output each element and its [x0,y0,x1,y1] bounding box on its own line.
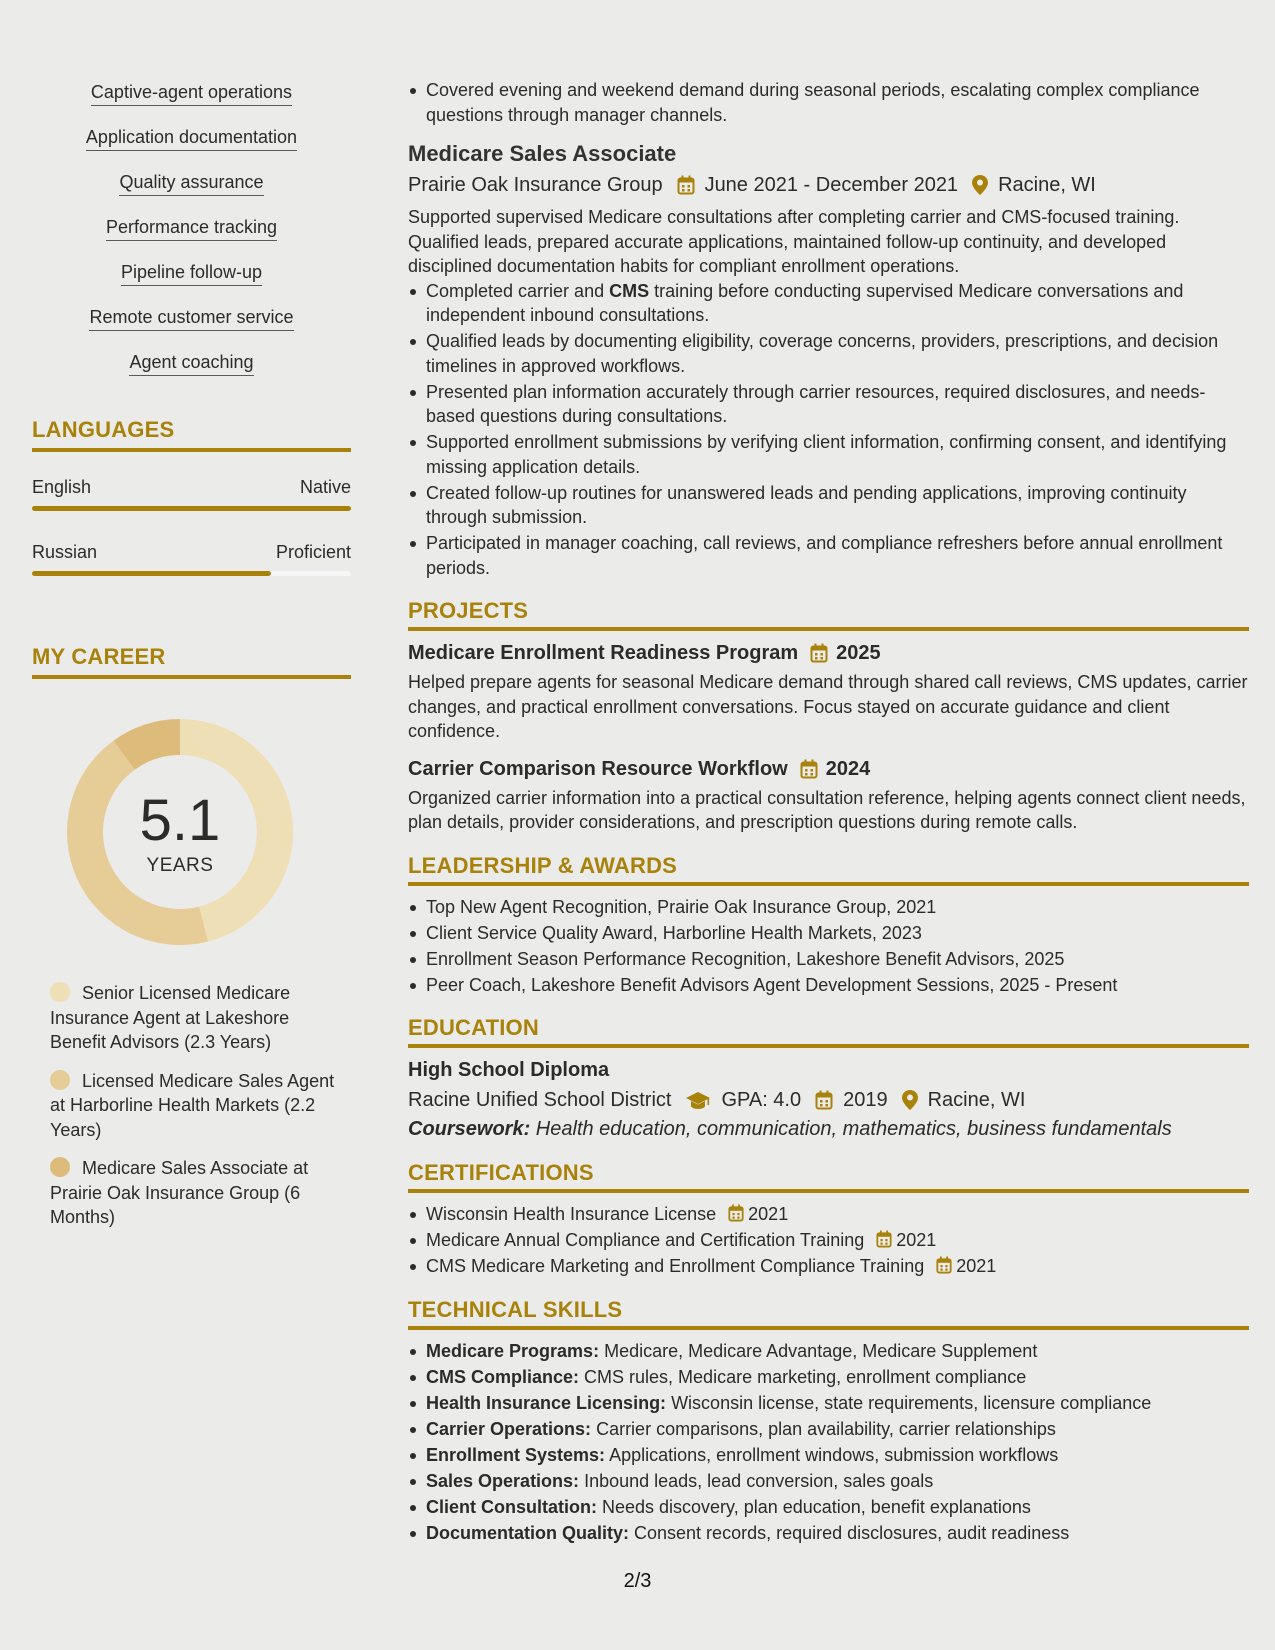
job-summary: Supported supervised Medicare consultations after completing carrier and CMS-focused training. Qualified leads, prepared accurate applications, maintained follow-up continuity, and developed disciplined documentation habits for compliant enrollment operations. [408,207,1180,276]
language-name: English [32,477,92,497]
calendar-icon [810,643,828,663]
legend-dot [50,1070,70,1090]
language-name: Russian [32,542,98,562]
skill-category: Enrollment Systems: [426,1444,606,1465]
legend-dot [50,1157,70,1177]
language-level: Proficient [275,542,351,562]
main-column [408,78,1249,1547]
location-pin-icon [902,1090,918,1110]
calendar-icon [815,1090,833,1110]
job-bullet [426,279,1249,328]
certifications-list [408,1202,1249,1279]
education-heading: EDUCATION [408,1015,1249,1048]
project-description: Organized carrier information into a practical consultation reference, helping agents connect client needs, plan details, provider considerations, and prescription questions during remote calls. [408,787,1246,832]
career-legend-item [50,981,340,1055]
bullet-text: training before conducting supervised Medicare conversations and independent inbound consultations. [426,280,1184,325]
job-meta [408,172,1249,198]
skill-tag: Captive-agent operations [91,80,292,106]
certification-item [426,1228,1249,1253]
career-total-years: 5.1 [139,788,221,853]
graduation-cap-icon [685,1090,711,1110]
skill-details: Needs discovery, plan education, benefit explanations [596,1496,1031,1517]
education-year: 2019 [843,1089,888,1111]
skill-tag: Pipeline follow-up [121,260,262,286]
career-legend-item [50,1069,340,1143]
skill-tag: Application documentation [86,125,297,151]
experience-bullets-continued [408,78,1249,127]
calendar-icon [728,1204,744,1222]
skill-tag: Agent coaching [129,350,253,376]
award-item: Client Service Quality Award, Harborline Health Markets, 2023 [426,921,1249,946]
project-item [408,756,1249,835]
skill-category: Client Consultation: [426,1496,597,1517]
language-russian [32,541,351,576]
projects-heading: PROJECTS [408,598,1249,631]
job-bullets [408,279,1249,581]
career-unit-label: YEARS [146,855,214,876]
certification-year: 2021 [748,1204,789,1224]
coursework-label: Coursework: [408,1118,531,1140]
awards-list [408,895,1249,998]
technical-skill-item [426,1417,1249,1442]
calendar-icon [677,175,695,195]
job-dates: June 2021 - December 2021 [704,174,959,196]
education-coursework [408,1116,1249,1142]
legend-dot [50,982,70,1002]
sidebar [32,80,351,1244]
skill-tag: Remote customer service [89,305,293,331]
certification-year: 2021 [896,1230,937,1250]
career-donut-chart [65,717,295,947]
award-item: Enrollment Season Performance Recognition, Lakeshore Benefit Advisors, 2025 [426,947,1249,972]
award-item: Top New Agent Recognition, Prairie Oak Insurance Group, 2021 [426,895,1249,920]
technical-skill-item [426,1495,1249,1520]
skills-list [32,80,351,395]
certification-item [426,1202,1249,1227]
job-title: Medicare Sales Associate [408,141,677,166]
project-title: Medicare Enrollment Readiness Program [408,642,799,664]
project-year: 2025 [836,642,881,664]
skill-category: Medicare Programs: [426,1340,600,1361]
language-bar-fill [32,571,271,576]
education-degree: High School Diploma [408,1059,610,1081]
certification-item [426,1254,1249,1279]
skill-details: Wisconsin license, state requirements, licensure compliance [666,1392,1152,1413]
coursework-text: Health education, communication, mathematics, business fundamentals [530,1118,1172,1140]
location-pin-icon [972,175,988,195]
technical-skills-heading: TECHNICAL SKILLS [408,1297,1249,1330]
job-company: Prairie Oak Insurance Group [408,174,663,196]
certifications-heading: CERTIFICATIONS [408,1160,1249,1193]
project-item [408,640,1249,744]
career-legend [50,981,340,1230]
job-location: Racine, WI [998,174,1096,196]
award-item: Peer Coach, Lakeshore Benefit Advisors Agent Development Sessions, 2025 - Present [426,973,1249,998]
skill-details: Consent records, required disclosures, audit readiness [629,1522,1070,1543]
page-number: 2/3 [623,1570,652,1592]
languages-heading: LANGUAGES [32,417,351,452]
skill-category: Sales Operations: [426,1470,580,1491]
awards-heading: LEADERSHIP & AWARDS [408,853,1249,886]
technical-skill-item [426,1443,1249,1468]
project-description: Helped prepare agents for seasonal Medicare demand through shared call reviews, CMS updates, carrier changes, and practical enrollment conversations. Focus stayed on accurate guidance and client confidence. [408,672,1248,741]
language-bar [32,506,351,511]
job-bullet: Presented plan information accurately through carrier resources, required disclosures, and needs-based questions during consultations. [426,380,1249,429]
skill-category: CMS Compliance: [426,1366,580,1387]
job-bullet: Qualified leads by documenting eligibility, coverage concerns, providers, prescriptions, and decision timelines in approved workflows. [426,329,1249,378]
skill-category: Health Insurance Licensing: [426,1392,667,1413]
skill-tag: Performance tracking [106,215,277,241]
career-heading: MY CAREER [32,644,351,679]
bullet-bold-text: CMS [609,280,650,301]
technical-skill-item [426,1391,1249,1416]
language-english [32,476,351,511]
job-bullet: Supported enrollment submissions by verifying client information, confirming consent, and identifying missing application details. [426,430,1249,479]
bullet-text: Completed carrier and [426,280,610,301]
job-bullet: Participated in manager coaching, call reviews, and compliance refreshers before annual enrollment periods. [426,531,1249,580]
project-year: 2024 [825,757,871,780]
language-bar-fill [32,506,351,511]
language-level: Native [299,477,351,497]
technical-skills-list [408,1339,1249,1546]
skill-category: Documentation Quality: [426,1522,630,1543]
language-bar [32,571,351,576]
education-location: Racine, WI [927,1089,1026,1111]
certification-name: Medicare Annual Compliance and Certification Training [426,1230,865,1250]
technical-skill-item [426,1339,1249,1364]
skill-details: CMS rules, Medicare marketing, enrollment compliance [579,1366,1027,1387]
project-title: Carrier Comparison Resource Workflow [408,757,788,780]
legend-label: Senior Licensed Medicare Insurance Agent at Lakeshore Benefit Advisors (2.3 Years) [50,983,291,1052]
skill-details: Applications, enrollment windows, submission workflows [605,1444,1059,1465]
education-school: Racine Unified School District [408,1089,672,1111]
skill-tag: Quality assurance [119,170,263,196]
experience-bullet: Covered evening and weekend demand during seasonal periods, escalating complex compliance questions through manager channels. [426,78,1249,127]
technical-skill-item [426,1365,1249,1390]
technical-skill-item [426,1469,1249,1494]
skill-details: Inbound leads, lead conversion, sales goals [579,1470,934,1491]
skill-details: Medicare, Medicare Advantage, Medicare Supplement [599,1340,1038,1361]
skill-details: Carrier comparisons, plan availability, carrier relationships [591,1418,1056,1439]
legend-label: Licensed Medicare Sales Agent at Harborline Health Markets (2.2 Years) [50,1070,335,1140]
calendar-icon [936,1256,952,1274]
education-gpa: GPA: 4.0 [721,1089,802,1111]
technical-skill-item [426,1521,1249,1546]
job-bullet: Created follow-up routines for unanswered leads and pending applications, improving continuity through submission. [426,481,1249,530]
certification-year: 2021 [956,1256,997,1276]
legend-label: Medicare Sales Associate at Prairie Oak Insurance Group (6 Months) [50,1158,309,1227]
calendar-icon [876,1230,892,1248]
certification-name: CMS Medicare Marketing and Enrollment Compliance Training [426,1256,925,1276]
skill-category: Carrier Operations: [426,1418,592,1439]
calendar-icon [800,759,818,779]
certification-name: Wisconsin Health Insurance License [426,1204,717,1224]
career-legend-item [50,1156,340,1230]
education-meta [408,1087,1249,1113]
